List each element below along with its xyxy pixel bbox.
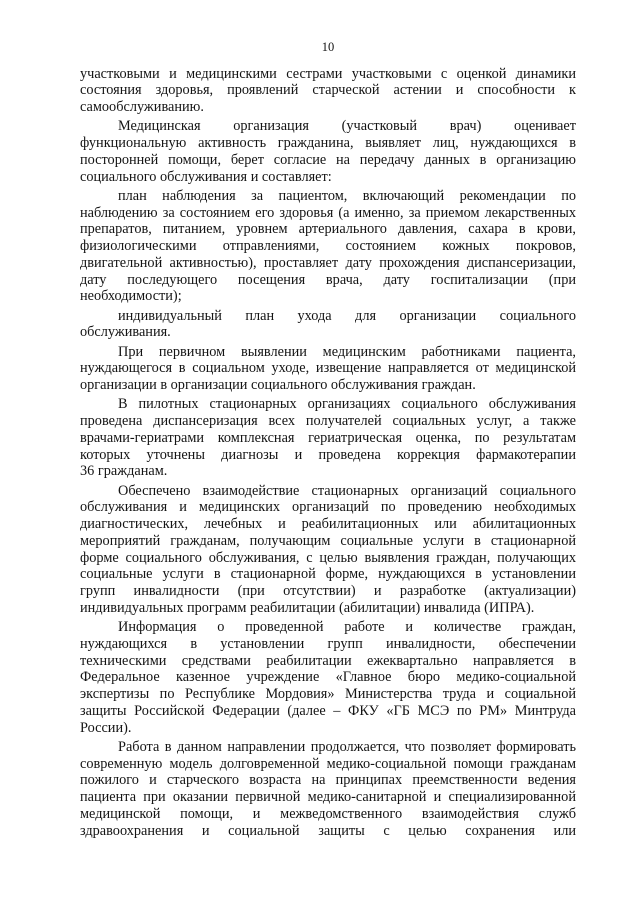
paragraph [80,308,576,342]
text-line: Медицинская организация (участковый врач) оценивает [118,118,576,135]
text-line: необходимости); [80,288,182,305]
text-line: индивидуальный план ухода для организации социального [118,307,576,324]
text-line: форме социального обслуживания, с целью выявления граждан, получающих [80,549,576,566]
text-line: 36 гражданам. [80,463,168,480]
document-body [80,66,576,842]
text-line: нуждающегося в социальном уходе, извещение направляется от медицинской [80,360,576,377]
text-line: групп инвалидности (при отсутствии) и разработке (актуализации) [80,583,576,600]
text-line: план наблюдения за пациентом, включающий рекомендации по [118,187,576,204]
text-line: Информация о проведенной работе и количестве граждан, [118,619,576,636]
paragraph [80,739,576,840]
text-line: участковыми и медицинскими сестрами участковыми с оценкой динамики [80,65,576,82]
text-line: функциональную активность гражданина, выявляет лиц, нуждающихся в [80,135,576,152]
paragraph [80,188,576,305]
text-line: медицинской помощи, и межведомственного взаимодействия служб [80,805,576,822]
text-line: техническими средствами реабилитации ежеквартально направляется в [80,652,576,669]
text-line: наблюдению за состоянием его здоровья (а именно, за приемом лекарственных [80,204,576,221]
paragraph [80,483,576,617]
text-line: В пилотных стационарных организациях социального обслуживания [118,396,576,413]
text-line: самообслуживанию. [80,99,204,116]
text-line: При первичном выявлении медицинским работниками пациента, [118,343,576,360]
page-number: 10 [321,40,335,54]
text-line: диагностических, лечебных и реабилитационных или абилитационных [80,516,576,533]
text-line: современную модель долговременной медико-социальной помощи гражданам [80,755,576,772]
text-line: социального обслуживания и составляет: [80,168,332,185]
text-line: Федеральное казенное учреждение «Главное бюро медико-социальной [80,669,576,686]
text-line: мероприятий гражданам, получающим социальные услуги в стационарной [80,532,576,549]
text-line: двигательной активностью), проставляет дату прохождения диспансеризации, [80,254,576,271]
text-line: Работа в данном направлении продолжается, что позволяет формировать [118,738,576,755]
paragraph [80,619,576,736]
text-line: организации в организации социального обслуживания граждан. [80,377,476,394]
text-line: индивидуальных программ реабилитации (абилитации) инвалида (ИПРА). [80,599,535,616]
text-line: пожилого и старческого возраста на принципах преемственности ведения [80,772,576,789]
paragraph [80,344,576,394]
text-line: посторонней помощи, берет согласие на передачу данных в организацию [80,151,576,168]
paragraph [80,66,576,116]
text-line: обслуживания. [80,324,171,341]
text-line: Обеспечено взаимодействие стационарных организаций социального [118,482,576,499]
text-line: экспертизы по Республике Мордовия» Министерства труда и социальной [80,686,576,703]
text-line: обслуживания и медицинских организаций по проведению необходимых [80,499,576,516]
text-line: которых уточнены диагнозы и проведена коррекция фармакотерапии [80,446,576,463]
text-line: проведена диспансеризация всех получателей социальных услуг, а также [80,413,576,430]
text-line: пациента при оказании первичной медико-санитарной и специализированной [80,789,576,806]
text-line: защиты Российской Федерации (далее – ФКУ «ГБ МСЭ по РМ» Минтруда [80,702,576,719]
text-line: врачами-гериатрами комплексная гериатрическая оценка, по результатам [80,429,576,446]
text-line: состояния здоровья, проявлений старческой астении и способности к [80,82,576,99]
paragraph [80,396,576,480]
text-line: дату последующего посещения врача, дату госпитализации (при [80,271,576,288]
text-line: препаратов, питанием, уровнем артериального давления, сахара в крови, [80,221,576,238]
text-line: физиологическими отправлениями, состоянием кожных покровов, [80,238,576,255]
text-line: нуждающихся в установлении групп инвалидности, обеспечении [80,635,576,652]
text-line: России). [80,719,132,736]
text-line: социальные услуги в стационарной форме, нуждающихся в установлении [80,566,576,583]
text-line: здравоохранения и социальной защиты с целью сохранения или [80,822,576,839]
paragraph [80,118,576,185]
